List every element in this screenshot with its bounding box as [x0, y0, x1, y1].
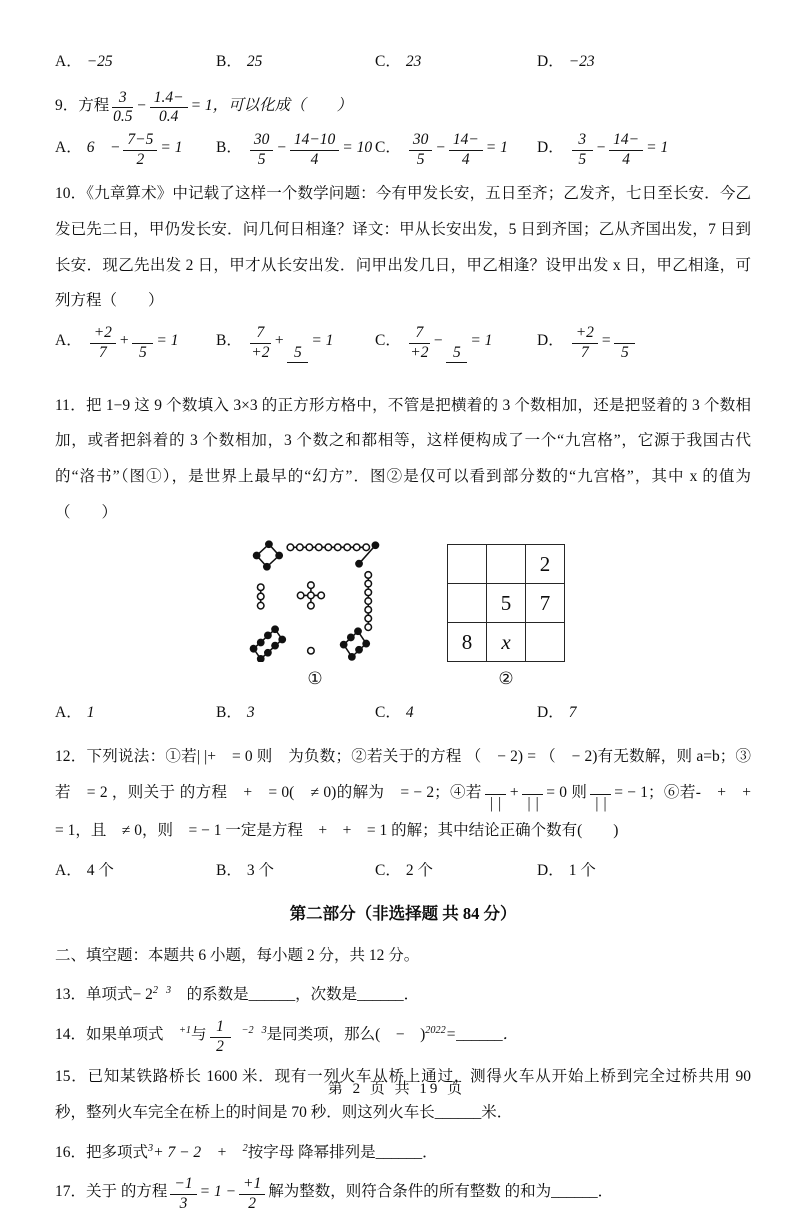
option-label: A．	[55, 139, 82, 156]
q14-text: 与	[191, 1025, 207, 1043]
fraction-numerator: +1	[239, 1176, 265, 1195]
fraction	[90, 325, 116, 361]
option-post: = 1	[160, 139, 183, 156]
fraction-numerator: +2	[90, 325, 116, 344]
fraction	[409, 325, 430, 361]
superscript: 3	[148, 1142, 154, 1154]
fraction-denominator: +2	[251, 343, 270, 361]
superscript: −2	[241, 1024, 254, 1036]
q13-text: 的系数是______，次数是______．	[171, 986, 420, 1004]
option-value: 7	[568, 704, 577, 722]
fraction-denominator: 4	[461, 150, 470, 168]
operator: −	[136, 96, 147, 114]
fraction	[112, 90, 133, 126]
q17-text: 解为整数，则符合条件的所有整数 的和为______．	[268, 1183, 614, 1201]
fraction-numerator: 5	[446, 345, 467, 364]
option-label: D．	[537, 331, 564, 349]
q9-options-row	[55, 130, 751, 168]
q12-option-c	[375, 853, 537, 889]
operator: +	[118, 331, 130, 349]
option-value: 3 个	[246, 861, 274, 879]
fraction	[446, 345, 467, 380]
grid-row	[448, 623, 565, 662]
option-label: A．	[55, 331, 82, 349]
option-value: 25	[246, 53, 263, 70]
fraction-denominator: 7	[98, 343, 107, 361]
option-post: = 1	[156, 331, 179, 349]
operator: = 1 −	[199, 1183, 237, 1201]
fraction-numerator: 30	[250, 132, 274, 151]
q10-stem: 10．《九章算术》中记载了这样一个数学问题：今有甲发长安，五日至齐；乙发齐，七日至长安．今乙发已先二日，甲仍发长安．问几何日相逢？译文：甲从长安出发，5 日到齐国；乙从齐国出发，7 日到长安．现乙先出发 2 日，甲才从长安出发．问甲出发几日，甲乙相逢？设甲出发 x 日，甲乙相逢，可列方程（ ）	[55, 185, 751, 310]
fraction	[132, 326, 153, 361]
option-value: 23	[405, 53, 422, 70]
fraction-denominator: | |	[594, 795, 607, 813]
grid-cell: 5	[487, 584, 526, 623]
q10-option-a	[55, 323, 216, 361]
q14-text: 14．如果单项式	[55, 1025, 180, 1043]
grid-cell: 8	[448, 623, 487, 662]
fraction	[123, 132, 157, 168]
q11-option-a	[55, 695, 216, 731]
grid-row	[448, 584, 565, 623]
fraction-denominator: 0.4	[158, 108, 179, 126]
option-value: 1 个	[568, 861, 596, 879]
q12-stem-text: = − 1；⑥若- + + = 1，且 ≠ 0，则 = − 1 一定是方程 + + = 1 的解；其中结论正确个数有( )	[55, 783, 767, 839]
q13-stem	[55, 977, 751, 1013]
fraction-denominator: 5	[621, 343, 629, 361]
fraction	[609, 132, 643, 168]
q11-option-c	[375, 695, 537, 731]
fraction-numerator: 7−5	[123, 132, 157, 151]
superscript: +1	[179, 1024, 192, 1036]
option-label: B．	[216, 704, 242, 722]
option-label: A．	[55, 53, 82, 70]
option-value: 1	[86, 704, 95, 722]
fraction	[614, 326, 635, 361]
q10-option-c	[375, 323, 537, 380]
q9-option-b	[216, 130, 375, 168]
fill-in-intro: 二、填空题：本题共 6 小题，每小题 2 分，共 12 分。	[55, 946, 420, 964]
q8-options-row	[55, 44, 751, 80]
fraction-numerator: −1	[170, 1176, 196, 1195]
q14-text: 是同类项，那么( − )	[266, 1025, 426, 1043]
grid-cell: 7	[526, 584, 565, 623]
option-value: 2 个	[405, 861, 433, 879]
option-label: D．	[537, 53, 564, 70]
option-value: 3	[246, 704, 255, 722]
option-label: C．	[375, 331, 401, 349]
fraction-numerator	[522, 778, 543, 796]
q16-formula: + 7 − 2 +	[153, 1143, 243, 1161]
fraction-numerator	[614, 326, 635, 344]
q9-stem	[55, 88, 751, 126]
option-label: D．	[537, 139, 564, 156]
fraction	[590, 778, 611, 813]
fraction-numerator: 14−10	[290, 132, 339, 151]
grid-cell	[448, 545, 487, 584]
option-label: D．	[537, 704, 564, 722]
magic-grid	[447, 544, 565, 662]
luoshu-figure	[241, 534, 389, 689]
q12-option-d	[537, 853, 751, 889]
fraction-denominator: 0.5	[113, 108, 133, 126]
grid-cell: x	[487, 623, 526, 662]
q9-stem-equals: = 1，可以化成（ ）	[190, 96, 353, 114]
q11-option-d	[537, 695, 751, 731]
q8-option-b	[216, 44, 375, 80]
option-post: = 1	[311, 331, 334, 349]
grid-cell	[487, 545, 526, 584]
superscript: 3	[165, 985, 172, 997]
fraction	[287, 345, 308, 380]
fraction	[150, 90, 188, 126]
q13-text: 13．单项式− 2	[55, 986, 153, 1004]
q9-option-a	[55, 130, 216, 168]
fraction	[409, 132, 433, 168]
operator: −	[432, 331, 444, 349]
grid-cell	[526, 623, 565, 662]
q14-stem	[55, 1017, 751, 1055]
fraction-numerator: 30	[409, 132, 433, 151]
fraction	[250, 325, 271, 361]
magic-square-figure	[447, 544, 565, 689]
option-value: 4 个	[86, 861, 114, 879]
option-label: A．	[55, 704, 82, 722]
q17-text: 17．关于 的方程	[55, 1183, 168, 1201]
fraction-denominator: +2	[410, 343, 429, 361]
figure-label-1: ①	[307, 669, 323, 689]
option-label: C．	[375, 861, 401, 879]
q8-option-a	[55, 44, 216, 80]
q11-figure	[55, 534, 751, 689]
fraction-denominator: 5	[578, 150, 587, 168]
option-label: C．	[375, 53, 401, 70]
fraction	[572, 325, 598, 361]
page-footer: 第 2 页 共 19 页	[327, 1081, 466, 1097]
superscript: 3	[261, 1024, 267, 1036]
q9-option-c	[375, 130, 537, 168]
option-post: = 1	[646, 139, 669, 156]
option-label: A．	[55, 861, 82, 879]
operator: −	[595, 139, 607, 156]
q14-text: =______．	[445, 1025, 519, 1043]
operator: +	[273, 331, 285, 349]
fraction-numerator: 1.4−	[150, 90, 188, 109]
q12-stem-text: = 0 则	[546, 783, 588, 801]
fraction-numerator	[485, 778, 506, 796]
option-label: B．	[216, 139, 242, 156]
figure-label-2: ②	[498, 669, 514, 689]
fraction-numerator: 3	[112, 90, 133, 109]
operator: =	[600, 331, 612, 349]
fraction-denominator	[287, 363, 308, 380]
fraction	[449, 132, 483, 168]
fraction	[485, 778, 506, 813]
fraction	[239, 1176, 265, 1212]
fraction-numerator	[132, 326, 153, 344]
fraction	[290, 132, 339, 168]
fraction	[250, 132, 274, 168]
q12-options-row	[55, 853, 751, 889]
fraction	[170, 1176, 196, 1212]
q16-text: 16．把多项式	[55, 1143, 149, 1161]
q11-options-row	[55, 695, 751, 731]
option-value: 4	[405, 704, 414, 722]
fraction-denominator: 5	[257, 150, 266, 168]
superscript: 2	[242, 1142, 248, 1154]
fraction-denominator: 2	[248, 1194, 257, 1212]
section-title: 第二部分（非选择题 共 84 分）	[289, 904, 517, 924]
q11-option-b	[216, 695, 375, 731]
option-post: = 10	[342, 139, 373, 156]
option-value: −23	[568, 53, 595, 70]
fraction-denominator: 5	[416, 150, 425, 168]
fraction-denominator: | |	[526, 795, 539, 813]
option-label: B．	[216, 53, 242, 70]
fraction-numerator: 14−	[449, 132, 483, 151]
option-label: B．	[216, 331, 242, 349]
fraction-denominator: | |	[489, 795, 502, 813]
fraction-denominator: 4	[622, 150, 631, 168]
fraction-numerator: 7	[250, 325, 271, 344]
fraction-numerator: 14−	[609, 132, 643, 151]
option-value: −25	[86, 53, 113, 70]
grid-cell: 2	[526, 545, 565, 584]
operator: −	[276, 139, 287, 156]
q16-stem	[55, 1135, 751, 1171]
operator: +	[508, 783, 520, 801]
fraction	[572, 132, 593, 168]
fraction	[522, 778, 543, 813]
option-post: = 1	[485, 139, 508, 156]
fraction-numerator: 1	[210, 1019, 231, 1038]
q10-option-b	[216, 323, 375, 380]
option-label: C．	[375, 139, 401, 156]
q10-options-row	[55, 323, 751, 380]
grid-row	[448, 545, 565, 584]
fraction-denominator: 5	[139, 343, 147, 361]
option-label: C．	[375, 704, 401, 722]
q17-stem	[55, 1174, 751, 1212]
fraction-numerator: 5	[287, 345, 308, 364]
fraction-denominator: 2	[216, 1037, 224, 1055]
q16-text: 按字母 降幂排列是______．	[247, 1143, 438, 1161]
superscript: 2	[152, 985, 158, 997]
q8-option-d	[537, 44, 751, 80]
grid-cell	[448, 584, 487, 623]
fraction-denominator: 4	[310, 150, 319, 168]
q9-stem-text: 9．方程	[55, 96, 110, 114]
operator: −	[435, 139, 446, 156]
option-post: = 1	[470, 331, 493, 349]
option-pre: 6 −	[86, 139, 121, 156]
q10-option-d	[537, 323, 751, 361]
q12-option-a	[55, 853, 216, 889]
fraction	[210, 1019, 231, 1055]
q11-stem: 11．把 1−9 这 9 个数填入 3×3 的正方形方格中，不管是把横着的 3 个数相加，还是把竖着的 3 个数相加，或者把斜着的 3 个数相加，3 个数之和都相等，这样便构成了一个“九宫格”，它源于我国古代的“洛书”（图①），是世界上最早的“幻方”．图②是仅可以看到部分数的“九宫格”，其中 x 的值为（ ）	[55, 396, 751, 521]
q8-option-c	[375, 44, 537, 80]
q12-option-b	[216, 853, 375, 889]
fraction-numerator	[590, 778, 611, 796]
option-label: B．	[216, 861, 242, 879]
option-label: D．	[537, 861, 564, 879]
fraction-numerator: +2	[572, 325, 598, 344]
superscript: 2022	[425, 1024, 446, 1036]
fraction-denominator: 3	[179, 1194, 188, 1212]
q15-stem: 15．已知某铁路桥长 1600 米．现有一列火车从桥上通过，测得火车从开始上桥到完全过桥共用 90 秒，整列火车完全在桥上的时间是 70 秒．则这列火车长______米．	[55, 1068, 751, 1121]
luoshu-diagram	[241, 534, 389, 662]
fraction-denominator: 7	[580, 343, 589, 361]
fraction-numerator: 3	[572, 132, 593, 151]
q9-option-d	[537, 130, 751, 168]
q12-stem	[55, 739, 767, 849]
fraction-numerator: 7	[409, 325, 430, 344]
fraction-denominator: 2	[136, 150, 145, 168]
q12-stem-text: 12．下列说法：①若| |+ = 0 则 为负数；②若关于的方程 （ − 2) = （ − 2)有无数解，则 a=b；③若 = 2 ，则关于 的方程 + = 0( ≠ 0)的解为 = − 2；④若	[55, 747, 751, 801]
fraction-denominator	[446, 363, 467, 380]
